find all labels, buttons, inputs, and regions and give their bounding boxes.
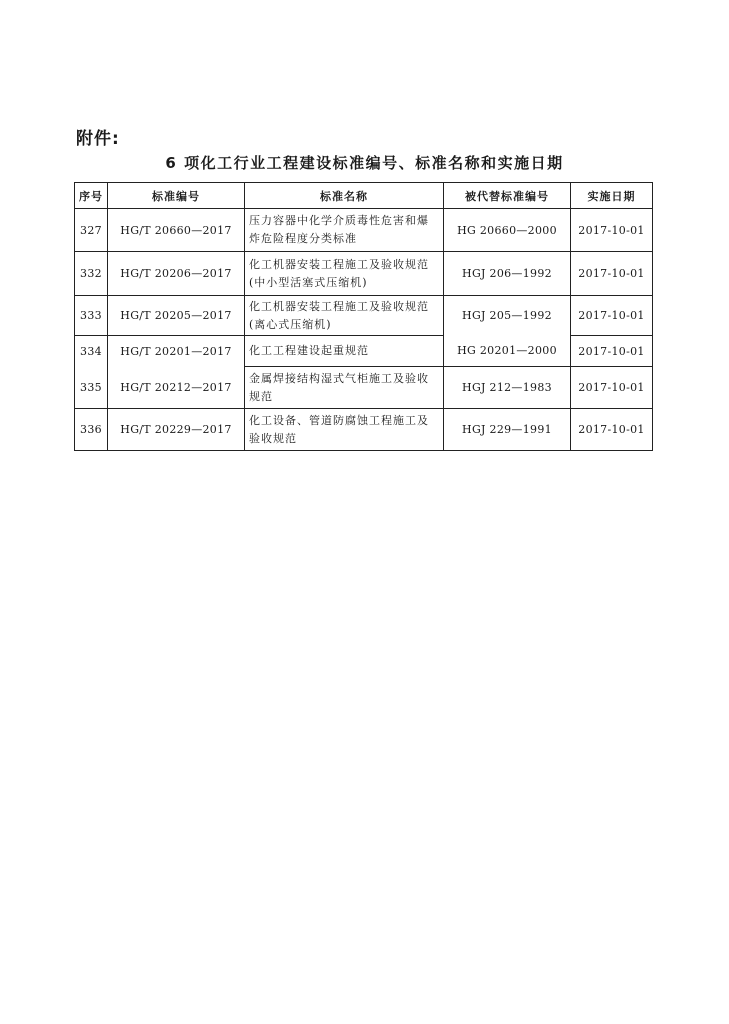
cell-replaced: HG 20660—2000	[444, 209, 571, 252]
cell-code: HG/T 20660—2017	[108, 209, 245, 252]
cell-seq: 336	[75, 409, 108, 451]
cell-name: 化工机器安装工程施工及验收规范(离心式压缩机)	[245, 296, 444, 336]
cell-name: 化工设备、管道防腐蚀工程施工及验收规范	[245, 409, 444, 451]
column-header-replaced: 被代替标准编号	[444, 183, 571, 209]
cell-code: HG/T 20206—2017	[108, 252, 245, 296]
column-header-seq: 序号	[75, 183, 108, 209]
table-header-row	[75, 183, 653, 209]
cell-date: 2017-10-01	[571, 367, 653, 409]
attachment-label: 附件:	[76, 129, 120, 149]
cell-replaced: HGJ 206—1992	[444, 252, 571, 296]
cell-seq: 327	[75, 209, 108, 252]
cell-code: HG/T 20212—2017	[108, 367, 245, 409]
cell-replaced: HGJ 229—1991	[444, 409, 571, 451]
table-row	[75, 296, 653, 336]
document-title: 6 项化工行业工程建设标准编号、标准名称和实施日期	[165, 154, 564, 172]
cell-seq: 334	[75, 336, 108, 367]
cell-seq: 333	[75, 296, 108, 336]
cell-code: HG/T 20205—2017	[108, 296, 245, 336]
column-header-code: 标准编号	[108, 183, 245, 209]
table-row	[75, 209, 653, 252]
table-row	[75, 336, 653, 367]
cell-name: 化工工程建设起重规范	[245, 336, 444, 367]
cell-name: 化工机器安装工程施工及验收规范(中小型活塞式压缩机)	[245, 252, 444, 296]
cell-seq: 335	[75, 367, 108, 409]
cell-date: 2017-10-01	[571, 409, 653, 451]
cell-replaced: HG 20201—2000	[444, 336, 571, 367]
table-row	[75, 367, 653, 409]
cell-code: HG/T 20229—2017	[108, 409, 245, 451]
cell-date: 2017-10-01	[571, 336, 653, 367]
standards-table	[74, 182, 653, 451]
table-row	[75, 252, 653, 296]
column-header-date: 实施日期	[571, 183, 653, 209]
cell-seq: 332	[75, 252, 108, 296]
cell-name: 压力容器中化学介质毒性危害和爆炸危险程度分类标准	[245, 209, 444, 252]
table-row	[75, 409, 653, 451]
column-header-name: 标准名称	[245, 183, 444, 209]
cell-replaced: HGJ 212—1983	[444, 367, 571, 409]
cell-date: 2017-10-01	[571, 296, 653, 336]
cell-replaced: HGJ 205—1992	[444, 296, 571, 336]
cell-code: HG/T 20201—2017	[108, 336, 245, 367]
cell-date: 2017-10-01	[571, 209, 653, 252]
cell-name: 金属焊接结构湿式气柜施工及验收规范	[245, 367, 444, 409]
cell-date: 2017-10-01	[571, 252, 653, 296]
